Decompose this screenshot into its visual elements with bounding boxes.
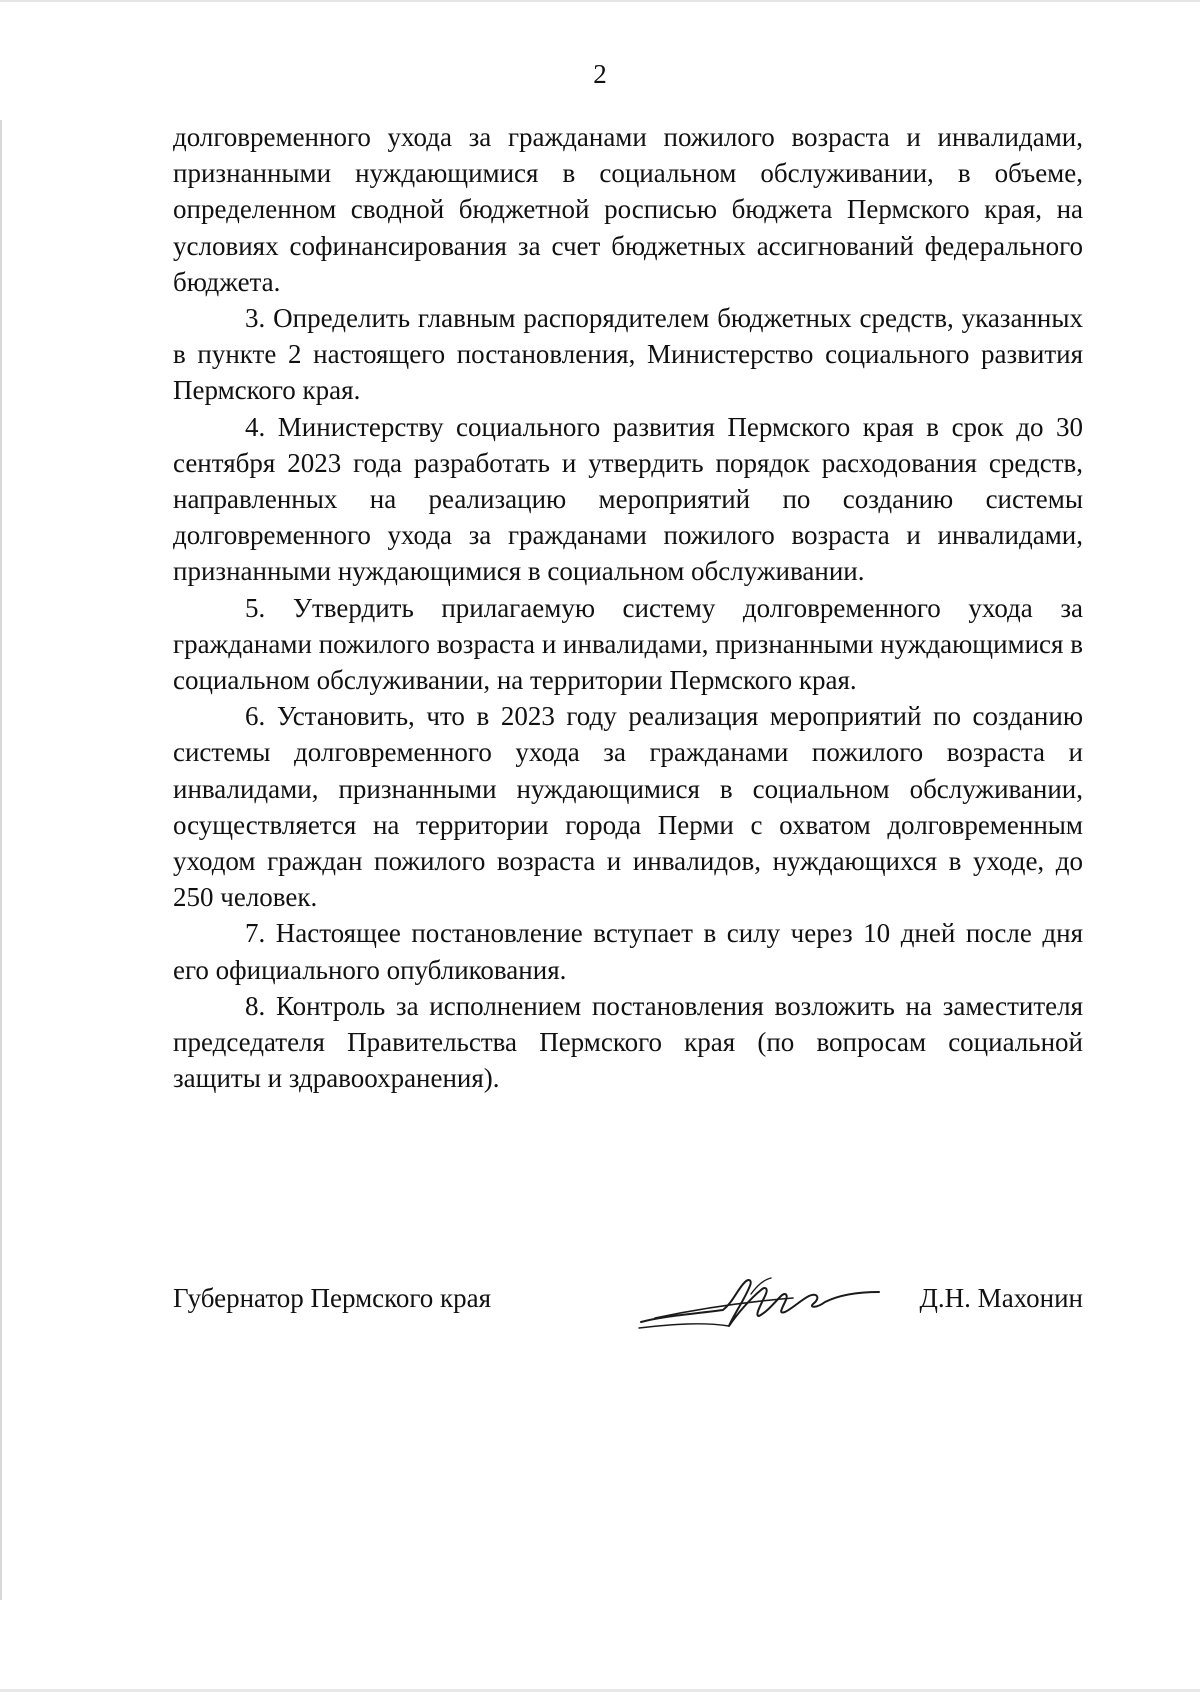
paragraph-3: 3. Определить главным распорядителем бюджетных средств, указанных в пункте 2 настоящего постановления, Министерство социального развития Пермского края. [173,303,1083,406]
paragraph-5: 5. Утвердить прилагаемую систему долговременного ухода за гражданами пожилого возраста и инвалидами, признанными нуждающимися в социальном обслуживании, на территории Пермского края. [173,592,1083,696]
handwritten-signature [633,1272,883,1332]
document-body [173,119,1083,1096]
signature-block [173,1272,1083,1332]
scan-edge-top [0,0,1200,2]
paragraph-6: 6. Установить, что в 2023 году реализация мероприятий по созданию системы долговременного ухода за гражданами пожилого возраста и инвалидами, признанными нуждающимися в социальном обслуживании, осуществляется на территории города Перми с охватом долговременным уходом граждан пожилого возраста и инвалидов, нуждающихся в уходе, до 250 человек. [173,701,1083,913]
paragraph-7: 7. Настоящее постановление вступает в силу через 10 дней после дня его официального опубликования. [173,918,1083,985]
scan-edge-left [0,120,2,1600]
signatory-name: Д.Н. Махонин [919,1283,1083,1313]
page-number: 2 [593,59,607,89]
paragraph-continuation: долговременного ухода за гражданами пожилого возраста и инвалидами, признанными нуждающимися в социальном обслуживании, в объеме, определенном сводной бюджетной росписью бюджета Пермского края, на условиях софинансирования за счет бюджетных ассигнований федерального бюджета. [173,122,1083,297]
paragraph-4: 4. Министерству социального развития Пермского края в срок до 30 сентября 2023 года разработать и утвердить порядок расходования средств, направленных на реализацию мероприятий по созданию системы долговременного ухода за гражданами пожилого возраста и инвалидами, признанными нуждающимися в социальном обслуживании. [173,411,1083,587]
signatory-position: Губернатор Пермского края [173,1283,492,1313]
paragraph-8: 8. Контроль за исполнением постановления возложить на заместителя председателя Правительства Пермского края (по вопросам социальной защиты и здравоохранения). [173,990,1083,1094]
